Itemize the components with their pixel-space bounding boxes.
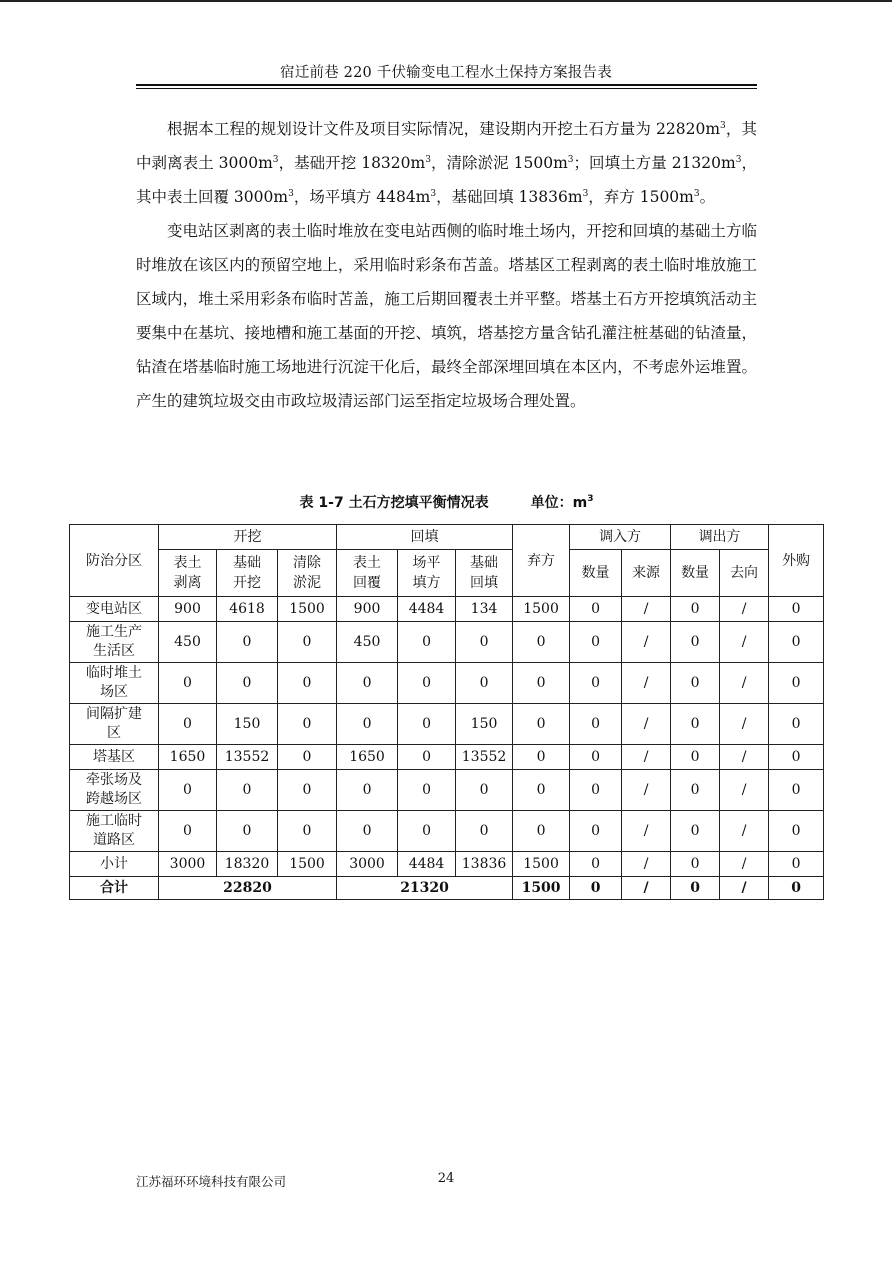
table-cell: 0 (769, 622, 824, 663)
table-cell: 450 (337, 622, 398, 663)
paragraph-earthwork-volumes: 根据本工程的规划设计文件及项目实际情况，建设期内开挖土石方量为 $22820m^3$，其中剥离表土 $3000m^3$，基础开挖 $18320m^3$，清除淤泥 $1500m^3$；回填土方量 $21320m^3$，其中表土回覆 $3000m^3$，场平填方 $4484m^3$，基础回填 $13836m^3$，弃方 $1500m^3$。 (136, 120, 757, 206)
paragraph-storage-handling: 变电站区剥离的表土临时堆放在变电站西侧的临时堆土场内，开挖和回填的基础土方临时堆放在该区内的预留空地上，采用临时彩条布苫盖。塔基区工程剥离的表土临时堆放施工区域内，堆土采用彩条布临时苫盖，施工后期回覆表土并平整。塔基土石方开挖填筑活动主要集中在基坑、接地槽和施工基面的开挖、填筑，塔基挖方量含钻孔灌注桩基础的钻渣量，钻渣在塔基临时施工场地进行沉淀干化后，最终全部深埋回填在本区内，不考虑外运堆置。产生的建筑垃圾交由市政垃圾清运部门运至指定垃圾场合理处置。 (136, 222, 757, 410)
table-row (70, 597, 824, 622)
header-fill: 回填 (337, 525, 513, 550)
total-fill: 21320 (337, 877, 513, 900)
table-cell: / (622, 770, 671, 811)
table-cell: 0 (398, 663, 456, 704)
table-cell: 0 (671, 597, 720, 622)
table-cell: 0 (570, 704, 622, 745)
table-row (70, 811, 824, 852)
table-cell: 0 (217, 811, 278, 852)
table-cell: 900 (159, 597, 217, 622)
table-cell: 900 (337, 597, 398, 622)
table-cell: 0 (278, 663, 337, 704)
table-cell: 0 (513, 745, 570, 770)
table-unit: 单位：$m^3$ (530, 494, 594, 511)
table-cell: 0 (337, 663, 398, 704)
table-cell: 0 (159, 811, 217, 852)
table-cell: 0 (570, 852, 622, 877)
table-cell: 0 (398, 811, 456, 852)
table-cell: 0 (769, 663, 824, 704)
earthwork-balance-table (69, 524, 824, 900)
table-cell: 0 (570, 811, 622, 852)
page-header: 宿迁前巷 220 千伏输变电工程水土保持方案报告表 (280, 65, 612, 81)
table-cell: 150 (217, 704, 278, 745)
table-cell: 1500 (513, 852, 570, 877)
total-excavation: 22820 (159, 877, 337, 900)
header-zone: 防治分区 (70, 525, 159, 597)
header-topsoil-strip: 表土 剥离 (159, 550, 217, 597)
table-cell: / (622, 811, 671, 852)
table-cell: 0 (570, 597, 622, 622)
table-cell: / (622, 622, 671, 663)
table-cell: 0 (217, 770, 278, 811)
header-import: 调入方 (570, 525, 671, 550)
table-cell: 0 (398, 704, 456, 745)
table-cell: 0 (671, 663, 720, 704)
header-waste: 弃方 (513, 525, 570, 597)
table-body (70, 597, 824, 900)
table-cell: 0 (456, 622, 513, 663)
table-cell: / (720, 704, 769, 745)
table-cell: / (622, 745, 671, 770)
table-cell: 0 (570, 663, 622, 704)
table-cell: 13552 (217, 745, 278, 770)
header-rule (136, 84, 757, 86)
row-zone-label: 间隔扩建 区 (70, 704, 159, 745)
total-cell: 0 (671, 877, 720, 900)
table-cell: 3000 (159, 852, 217, 877)
table-cell: 0 (769, 811, 824, 852)
table-row (70, 704, 824, 745)
header-excavation: 开挖 (159, 525, 337, 550)
row-zone-label: 牵张场及 跨越场区 (70, 770, 159, 811)
table-cell: / (720, 622, 769, 663)
row-zone-label: 变电站区 (70, 597, 159, 622)
table-cell: 3000 (337, 852, 398, 877)
table-cell: 0 (769, 852, 824, 877)
table-row (70, 852, 824, 877)
top-border (0, 0, 892, 2)
table-cell: 0 (278, 745, 337, 770)
table-cell: 1500 (278, 852, 337, 877)
table-cell: 0 (456, 770, 513, 811)
table-cell: / (622, 663, 671, 704)
table-cell: 0 (337, 770, 398, 811)
header-silt-clear: 清除 淤泥 (278, 550, 337, 597)
table-cell: 0 (513, 811, 570, 852)
table-cell: 0 (217, 622, 278, 663)
table-cell: 4484 (398, 597, 456, 622)
table-cell: 0 (671, 811, 720, 852)
table-cell: / (720, 745, 769, 770)
table-cell: 0 (159, 704, 217, 745)
table-cell: 0 (769, 704, 824, 745)
table-cell: 0 (278, 704, 337, 745)
table-cell: 0 (671, 745, 720, 770)
table-cell: 4618 (217, 597, 278, 622)
table-total-row (70, 877, 824, 900)
table-cell: 1500 (513, 597, 570, 622)
table-cell: 0 (456, 663, 513, 704)
table-cell: 0 (570, 745, 622, 770)
table-cell: 0 (456, 811, 513, 852)
table-cell: 1650 (337, 745, 398, 770)
row-zone-label: 施工临时 道路区 (70, 811, 159, 852)
total-cell: / (720, 877, 769, 900)
header-foundation-fill: 基础 回填 (456, 550, 513, 597)
footer-company: 江苏福环环境科技有限公司 (136, 1174, 287, 1189)
table-cell: 0 (278, 770, 337, 811)
table-cell: 0 (570, 622, 622, 663)
table-cell: / (622, 852, 671, 877)
table-cell: 0 (769, 745, 824, 770)
table-cell: 0 (398, 745, 456, 770)
table-cell: / (720, 811, 769, 852)
table-title: 表 1-7 土石方挖填平衡情况表 (299, 495, 489, 511)
table-row (70, 622, 824, 663)
page-number: 24 (437, 1171, 455, 1186)
header-import-qty: 数量 (570, 550, 622, 597)
header-export: 调出方 (671, 525, 769, 550)
table-cell: 0 (769, 597, 824, 622)
table-cell: 0 (570, 770, 622, 811)
table-cell: 0 (398, 622, 456, 663)
table-cell: 134 (456, 597, 513, 622)
header-import-source: 来源 (622, 550, 671, 597)
table-cell: 450 (159, 622, 217, 663)
table-cell: 0 (337, 704, 398, 745)
header-export-qty: 数量 (671, 550, 720, 597)
table-cell: 150 (456, 704, 513, 745)
table-cell: / (720, 852, 769, 877)
table-cell: 0 (278, 811, 337, 852)
header-purchase: 外购 (769, 525, 824, 597)
table-cell: 0 (671, 704, 720, 745)
table-cell: / (720, 597, 769, 622)
header-rule-thin (136, 88, 757, 89)
table-cell: 0 (513, 622, 570, 663)
table-cell: 0 (159, 663, 217, 704)
header-level-fill: 场平 填方 (398, 550, 456, 597)
row-zone-label: 施工生产 生活区 (70, 622, 159, 663)
row-zone-label: 小计 (70, 852, 159, 877)
table-row (70, 770, 824, 811)
header-topsoil-return: 表土 回覆 (337, 550, 398, 597)
total-cell: 1500 (513, 877, 570, 900)
table-cell: 18320 (217, 852, 278, 877)
row-zone-label: 塔基区 (70, 745, 159, 770)
total-cell: / (622, 877, 671, 900)
table-cell: / (720, 770, 769, 811)
table-cell: 0 (513, 663, 570, 704)
table-cell: 4484 (398, 852, 456, 877)
table-cell: 0 (671, 622, 720, 663)
table-cell: / (622, 597, 671, 622)
table-row (70, 663, 824, 704)
table-cell: 0 (398, 770, 456, 811)
table-cell: 0 (337, 811, 398, 852)
header-foundation-dig: 基础 开挖 (217, 550, 278, 597)
table-cell: 1650 (159, 745, 217, 770)
table-cell: 0 (513, 704, 570, 745)
table-cell: 0 (769, 770, 824, 811)
table-cell: / (720, 663, 769, 704)
table-cell: 0 (513, 770, 570, 811)
table-cell: 13836 (456, 852, 513, 877)
table-caption (136, 492, 757, 514)
body-text (136, 112, 757, 418)
table-cell: 0 (217, 663, 278, 704)
table-cell: 1500 (278, 597, 337, 622)
row-zone-label: 临时堆土 场区 (70, 663, 159, 704)
header-export-dest: 去向 (720, 550, 769, 597)
total-cell: 0 (570, 877, 622, 900)
table-cell: 13552 (456, 745, 513, 770)
table-cell: 0 (671, 770, 720, 811)
table-cell: / (622, 704, 671, 745)
table-row (70, 745, 824, 770)
total-label: 合计 (70, 877, 159, 900)
table-cell: 0 (671, 852, 720, 877)
total-cell: 0 (769, 877, 824, 900)
table-cell: 0 (159, 770, 217, 811)
table-cell: 0 (278, 622, 337, 663)
